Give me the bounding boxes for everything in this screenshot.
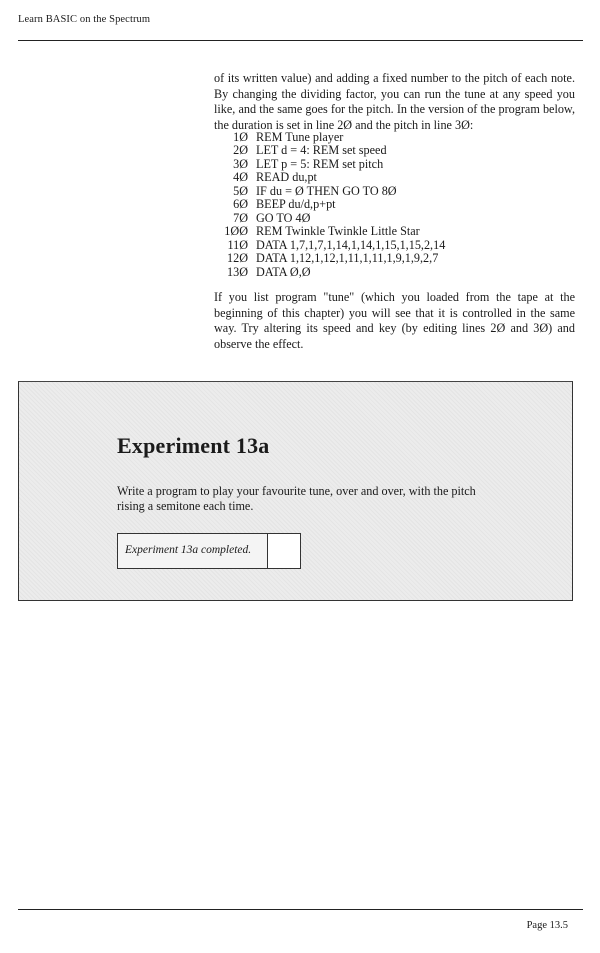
- line-number: 2Ø: [233, 143, 248, 158]
- completion-label: Experiment 13a completed.: [118, 534, 268, 568]
- line-number: 7Ø: [233, 210, 248, 225]
- line-code: REM Twinkle Twinkle Little Star: [256, 224, 420, 239]
- line-code: DATA 1,7,1,7,1,14,1,14,1,15,1,15,2,14: [256, 237, 446, 252]
- line-number: 11Ø: [227, 237, 248, 252]
- completion-checkbox[interactable]: [268, 534, 300, 568]
- listing-line: [220, 185, 445, 198]
- listing-line: [220, 252, 445, 265]
- line-number: 1ØØ: [224, 224, 248, 239]
- line-code: LET d = 4: REM set speed: [256, 143, 387, 158]
- line-number: 12Ø: [227, 251, 248, 266]
- experiment-title: Experiment 13a: [117, 433, 270, 458]
- line-number: 13Ø: [227, 264, 248, 279]
- listing-line: [220, 198, 445, 211]
- listing-line: [220, 266, 445, 279]
- listing-line: [220, 225, 445, 238]
- page-number: Page 13.5: [526, 920, 568, 931]
- line-code: REM Tune player: [256, 130, 344, 144]
- experiment-panel: [18, 381, 573, 601]
- body-paragraph-1: of its written value) and adding a fixed number to the pitch of each note. By changing the dividing factor, you can run the tune at any speed you like, and the same goes for the pitch. In the version of the program below, the duration is set in line 2Ø and the pitch in line 3Ø:: [214, 71, 575, 132]
- line-number: 3Ø: [233, 156, 248, 171]
- line-number: 5Ø: [233, 183, 248, 198]
- line-number: 6Ø: [233, 197, 248, 212]
- line-code: LET p = 5: REM set pitch: [256, 156, 384, 171]
- program-listing: [220, 131, 445, 279]
- header-rule: [18, 40, 583, 41]
- line-code: BEEP du/d,p+pt: [256, 197, 336, 212]
- line-number: 4Ø: [233, 170, 248, 185]
- line-code: DATA Ø,Ø: [256, 264, 311, 279]
- listing-line: [220, 144, 445, 157]
- experiment-instructions: Write a program to play your favourite tune, over and over, with the pitch rising a semitone each time.: [117, 484, 476, 513]
- line-code: GO TO 4Ø: [256, 210, 311, 225]
- line-code: READ du,pt: [256, 170, 317, 185]
- listing-line: [220, 158, 445, 171]
- listing-line: [220, 171, 445, 184]
- footer-rule: [18, 909, 583, 910]
- listing-line: [220, 212, 445, 225]
- listing-line: [220, 239, 445, 252]
- body-paragraph-2: If you list program "tune" (which you loaded from the tape at the beginning of this chapter) you will see that it is controlled in the same way. Try altering its speed and key (by editing lines 2Ø and 3Ø) and observe the effect.: [214, 290, 575, 351]
- line-code: IF du = Ø THEN GO TO 8Ø: [256, 183, 397, 198]
- running-head: Learn BASIC on the Spectrum: [18, 14, 151, 25]
- completion-box: [117, 533, 301, 569]
- listing-line: [220, 131, 445, 144]
- line-number: 1Ø: [233, 130, 248, 144]
- line-code: DATA 1,12,1,12,1,11,1,11,1,9,1,9,2,7: [256, 251, 439, 266]
